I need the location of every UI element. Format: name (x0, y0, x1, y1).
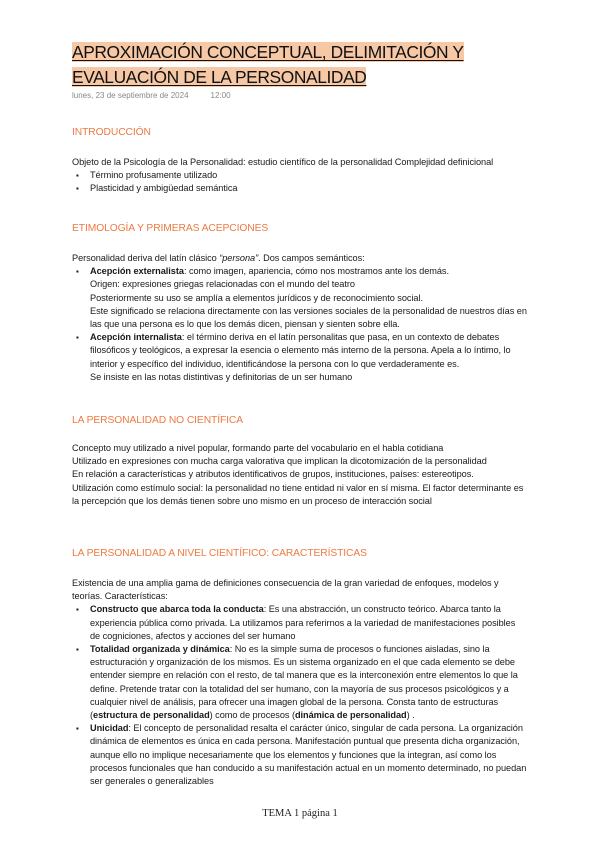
page-title (72, 40, 472, 90)
caracteristicas-list (72, 603, 527, 788)
list-item (90, 643, 527, 722)
intro-paragraph: Objeto de la Psicología de la Personalidad: estudio científico de la personalidad Complejidad definicional (72, 157, 494, 167)
paragraph: Existencia de una amplia gama de definiciones consecuencia de la gran variedad de enfoques, modelos y teorías. Características: (72, 578, 499, 602)
bold-label: Unicidad (90, 723, 129, 734)
heading-etimologia: ETIMOLOGÍA Y PRIMERAS ACEPCIONES (72, 223, 269, 234)
list-item: ▪ Término profusamente utilizado (90, 169, 527, 182)
text-run: . Dos campos semánticos: (258, 253, 365, 263)
text-run: ) como de procesos ( (209, 710, 295, 721)
paragraph: Utilización como estímulo social: la personalidad no tiene entidad ni valor en sí misma. El factor determinante es la percepción que los demás tienen sobre uno mismo en un proceso de interacción social (72, 482, 524, 506)
no-cientifica-section (72, 442, 532, 508)
list-item (90, 331, 532, 384)
bold-label: Totalidad organizada y dinámica (90, 644, 230, 655)
title-line-2: EVALUACIÓN DE LA PERSONALIDAD (72, 67, 367, 87)
bold-term: dinámica de personalidad (294, 710, 407, 721)
text-run: : Es una abstracción, un constructo teórico. Abarca tanto la experiencia pública como privada. La utilizamos para referirnos a la variedad de manifestaciones posibles de cogniciones, afectos y acciones del ser humano (90, 604, 516, 641)
list-item (90, 603, 527, 643)
intro-section (72, 156, 527, 196)
heading-cientifica: LA PERSONALIDAD A NIVEL CIENTÍFICO: CARACTERÍSTICAS (72, 548, 367, 559)
title-line-1: APROXIMACIÓN CONCEPTUAL, DELIMITACIÓN Y (72, 42, 464, 62)
bold-term: estructura de personalidad (93, 710, 210, 721)
etimologia-section (72, 252, 532, 384)
note-date: lunes, 23 de septiembre de 2024 (72, 91, 189, 100)
text-run: : El concepto de personalidad resalta el carácter único, singular de cada persona. La organización dinámica de elementos es única en cada persona. Manifestación puntual que presenta dicha organización, aunque ello no implique necesariamente que los elementos y funciones que la integran, así como los procesos funcionales que han conducido a su manifestación actual en un momento determinado, no puedan ser generales o generalizables (90, 723, 527, 787)
text-run: : No es la simple suma de procesos o funciones aisladas, sino la estructuración y organización de los mismos. Es un sistema organizado en el que cada elemento se debe entender siempre en relación con el resto, de tal manera que es la interconexión entre elementos lo que la define. Pretende tratar con la totalidad del ser humano, con la mayoría de sus procesos psicológicos y a cualquier nivel de análisis, para ofrecer una imagen global de la persona. Consta tanto de estructuras ( (90, 644, 518, 721)
list-item (90, 265, 532, 331)
bold-label: Constructo que abarca toda la conducta (90, 604, 264, 615)
paragraph: En relación a características y atributos identificativos de grupos, instituciones, países: estereotipos. (72, 469, 474, 480)
text-run: Personalidad deriva del latín clásico (72, 253, 220, 263)
heading-no-cientifica: LA PERSONALIDAD NO CIENTÍFICA (72, 415, 244, 426)
text-run: ) . (406, 710, 415, 721)
sub-line: Origen: expresiones griegas relacionadas con el mundo del teatro (90, 279, 355, 290)
bold-label: Acepción externalista (90, 266, 184, 277)
page-footer: TEMA 1 página 1 (262, 808, 338, 819)
note-time: 12:00 (210, 91, 231, 100)
sub-line: Se insiste en las notas distintivas y definitorias de un ser humano (90, 371, 353, 382)
list-item: ▪ Plasticidad y ambigüedad semántica (90, 182, 527, 195)
text-run: : como imagen, apariencia, cómo nos mostramos ante los demás. (183, 266, 449, 277)
bold-label: Acepción internalista (90, 332, 182, 343)
cientifica-section (72, 577, 527, 788)
etimologia-intro (72, 252, 532, 265)
note-metadata (72, 91, 231, 100)
sub-line: Este significado se relaciona directamente con las versiones sociales de la personalidad de nuestros días en las que una persona es lo que los demás dicen, piensan y sienten sobre ella. (90, 305, 527, 330)
list-item (90, 722, 527, 788)
paragraph: Concepto muy utilizado a nivel popular, formando parte del vocabulario en el habla cotidiana (72, 443, 444, 453)
text-run: : el término deriva en el latín personalitas que pasa, en un contexto de debates filosóficos y teológicos, a expresar la esencia o elemento más interno de la persona. Apela a lo íntimo, lo interior y específico del individuo, identificándose la persona con lo que verdaderamente es. (90, 332, 511, 369)
acepciones-list (72, 265, 532, 384)
sub-line: Posteriormente su uso se amplía a elementos jurídicos y de reconocimiento social. (90, 292, 423, 303)
intro-list (72, 169, 527, 195)
heading-introduccion: INTRODUCCIÓN (72, 127, 151, 138)
word-persona: “persona” (219, 253, 259, 263)
paragraph: Utilizado en expresiones con mucha carga valorativa que implican la dicotomización de la personalidad (72, 456, 487, 467)
